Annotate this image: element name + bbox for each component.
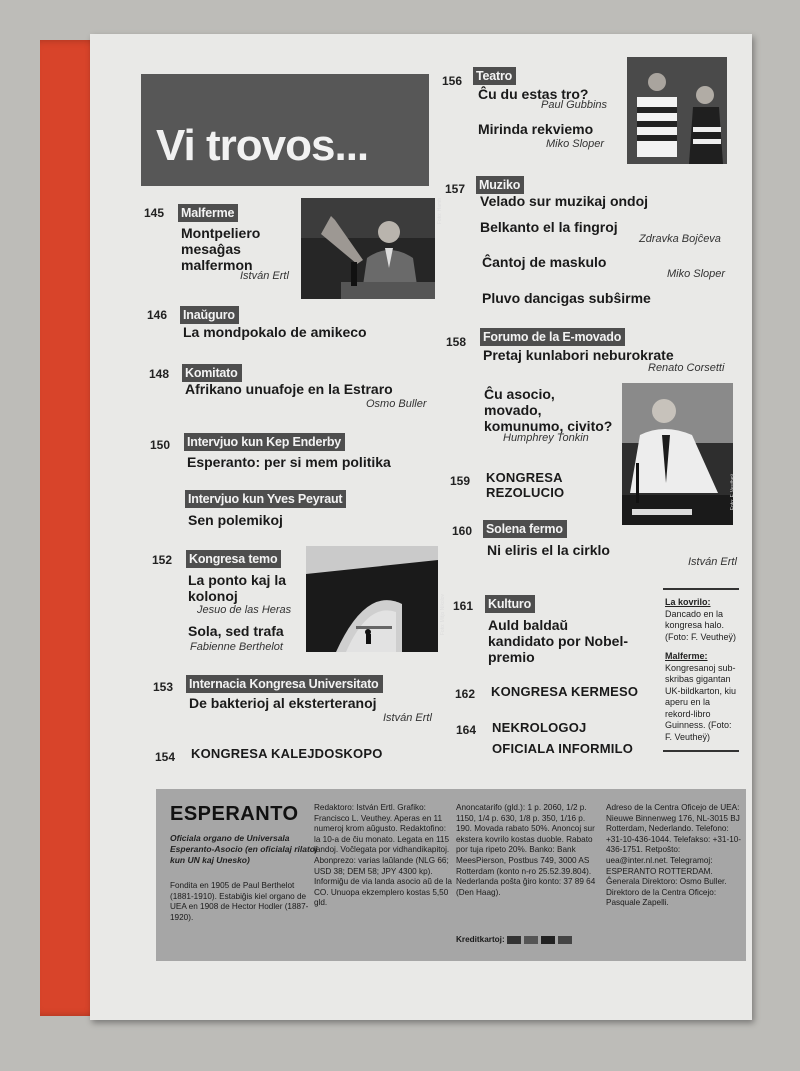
article-author: Zdravka Bojĉeva <box>639 233 721 245</box>
page-number: 159 <box>450 474 471 488</box>
article-author: Renato Corsetti <box>648 362 725 374</box>
section-tag: Teatro <box>473 67 516 85</box>
cover-caption <box>665 597 741 643</box>
article-author: Fabienne Berthelot <box>190 641 283 653</box>
article-title: OFICIALA INFORMILO <box>492 741 634 756</box>
section-tag: Komitato <box>182 364 242 382</box>
divider <box>663 750 739 752</box>
article-author: István Ertl <box>688 556 737 568</box>
article-title: De bakterioj al eksterteranoj <box>189 695 377 711</box>
article-title: KONGRESA REZOLUCIO <box>486 470 565 500</box>
photo-bridge <box>306 546 438 652</box>
article-title: Pluvo dancigas subŝirme <box>482 290 651 306</box>
article-title: Ĉu asocio, movado, komunumo, civito? <box>484 386 613 434</box>
actors-illustration <box>627 57 727 164</box>
page-number: 153 <box>153 680 174 694</box>
credit-card-icon <box>558 936 572 944</box>
article-author: Miko Sloper <box>667 268 726 280</box>
credit-cards-label-text: Kreditkartoj: <box>456 935 505 944</box>
article-author: Paul Gubbins <box>541 99 608 111</box>
title-banner <box>141 74 429 186</box>
credit-cards-label <box>456 935 572 946</box>
article-author: Osmo Buller <box>366 398 427 410</box>
speaker-illustration <box>301 198 435 299</box>
article-title: Montpeliero mesaĝas malfermon <box>181 225 261 273</box>
article-title: Ĉantoj de maskulo <box>482 254 607 270</box>
caption-text: Dancado en la kongresa halo. (Foto: F. Veutheÿ) <box>665 608 737 642</box>
page-number: 158 <box>446 335 467 349</box>
photo-credit: Foto: F. Veutheÿ <box>730 474 736 511</box>
section-tag: Inaŭguro <box>180 306 239 324</box>
article-author: Miko Sloper <box>546 138 605 150</box>
brand-logo: ESPERANTO <box>170 803 299 825</box>
article-title: Ĉu du estas tro? <box>478 86 589 102</box>
section-tag: Internacia Kongresa Universitato <box>186 675 383 693</box>
page-number: 162 <box>455 687 476 701</box>
article-title: Ni eliris el la cirklo <box>487 542 610 558</box>
caption-text: Kongresanoj sub-skribas gigantan UK-bildkarton, kiu aperu en la rekord-libro Guinness. (Foto: F. Veutheÿ) <box>665 662 737 742</box>
article-title: Afrikano unuafoje en la Estraro <box>185 381 393 397</box>
article-title: Sola, sed trafa <box>188 623 284 639</box>
podium-illustration <box>622 383 733 525</box>
credit-card-icon <box>541 936 555 944</box>
section-tag: Muziko <box>476 176 524 194</box>
article-title: Sen polemikoj <box>188 512 283 528</box>
page-number: 146 <box>147 308 168 322</box>
article-title: NEKROLOGOJ <box>492 720 587 735</box>
photo-credit: Foto: Mitjo Nikolov <box>440 594 446 636</box>
article-title: Auld baldaŭ kandidato por Nobel-premio <box>488 617 628 665</box>
article-title: La mondpokalo de amikeco <box>183 324 367 340</box>
article-author: Jesuo de las Heras <box>197 604 292 616</box>
credit-card-icon <box>507 936 521 944</box>
page-number: 152 <box>152 553 173 567</box>
section-tag: Kulturo <box>485 595 535 613</box>
caption-label: Malferme: <box>665 651 708 661</box>
page-number: 150 <box>150 438 171 452</box>
article-title: Pretaj kunlabori neburokrate <box>483 347 674 363</box>
divider <box>663 588 739 590</box>
opening-caption <box>665 651 741 743</box>
page-number: 154 <box>155 750 176 764</box>
page-number: 145 <box>144 206 165 220</box>
page-number: 161 <box>453 599 474 613</box>
founding-info: Fondita en 1905 de Paul Berthelot (1881-1910). Estabiĝis kiel organo de UEA en 1908 de Hector Hodler (1887-1920). <box>170 881 309 922</box>
masthead-box <box>156 789 746 961</box>
section-tag: Kongresa temo <box>186 550 281 568</box>
section-tag: Intervjuo kun Kep Enderby <box>184 433 345 451</box>
section-tag: Malferme <box>178 204 238 222</box>
article-title: Velado sur muzikaj ondoj <box>480 193 649 209</box>
photo-speaker-podium <box>622 383 733 525</box>
page-number: 164 <box>456 723 477 737</box>
article-title: Mirinda rekviemo <box>478 121 594 137</box>
page-title: Vi trovos... <box>156 121 369 170</box>
page-number: 156 <box>442 74 463 88</box>
article-title: KONGRESA KALEJDOSKOPO <box>191 746 383 761</box>
article-title: Esperanto: per si mem politika <box>187 454 391 470</box>
photo-speaker <box>301 198 435 299</box>
page-number: 157 <box>445 182 466 196</box>
article-title: La ponto kaj la kolonoj <box>188 572 287 604</box>
photo-credit: Foto: Hamb <box>437 198 443 225</box>
contents-page <box>90 34 752 1020</box>
caption-label: La kovrilo: <box>665 597 711 607</box>
article-title: KONGRESA KERMESO <box>491 684 639 699</box>
article-author: Humphrey Tonkin <box>503 432 589 444</box>
credit-card-icons <box>507 936 572 944</box>
bridge-illustration <box>306 546 438 652</box>
editorial-info: Redaktoro: István Ertl. Grafiko: Francisco L. Veuthey. Aperas en 11 numeroj krom aŭgusto. Redaktofino: la 10-a de ĉiu monato. Legata en 115 landoj. Voĉlegata por vidhandikapitoj. Abonprezo: varias laŭlande (NLG 66; USD 38; DEM 58; JPY 4300 kp). Informiĝu de via landa asocio aŭ de la CO. Unuopa ekzemplero kostas 5,50 gld. <box>314 803 452 908</box>
section-tag: Solena fermo <box>483 520 567 538</box>
office-address: Adreso de la Centra Oficejo de UEA: Nieuwe Binnenweg 176, NL-3015 BJ Rotterdam, Nederlando. Telefono: +31-10-436-1044. Telefakso: +31-10-436-1751. Retpoŝto: uea@inter.nl.net. Telegramoj: ESPERANTO ROTTERDAM. Ĝenerala Direktoro: Osmo Buller. Direktoro de la Centra Oficejo: Pasquale Zapelli. <box>606 803 742 908</box>
credit-card-icon <box>524 936 538 944</box>
page-number: 148 <box>149 367 170 381</box>
page-number: 160 <box>452 524 473 538</box>
article-author: István Ertl <box>240 270 289 282</box>
photo-theatre <box>627 57 727 164</box>
article-title: Belkanto el la fingroj <box>480 219 618 235</box>
advertising-info: Anoncatarifo (gld.): 1 p. 2060, 1/2 p. 1150, 1/4 p. 630, 1/8 p. 350, 1/16 p. 190. Movada rabato 50%. Anoncoj sur ekstera kovrilo kostas duoble. Rabato por tuja ripeto 20%. Banko: Bank MeesPierson, Postbus 749, 3000 AS Rotterdam (konto n-ro 25.52.39.804). Nederlanda poŝta ĝiro konto: 37 89 64 (Den Haag). <box>456 803 596 897</box>
section-tag: Intervjuo kun Yves Peyraut <box>185 490 346 508</box>
article-author: István Ertl <box>383 712 432 724</box>
section-tag: Forumo de la E-movado <box>480 328 625 346</box>
brand-subtitle: Oficiala organo de Universala Esperanto-Asocio (en oficialaj rilatoj kun UN kaj Unesko) <box>170 833 318 865</box>
